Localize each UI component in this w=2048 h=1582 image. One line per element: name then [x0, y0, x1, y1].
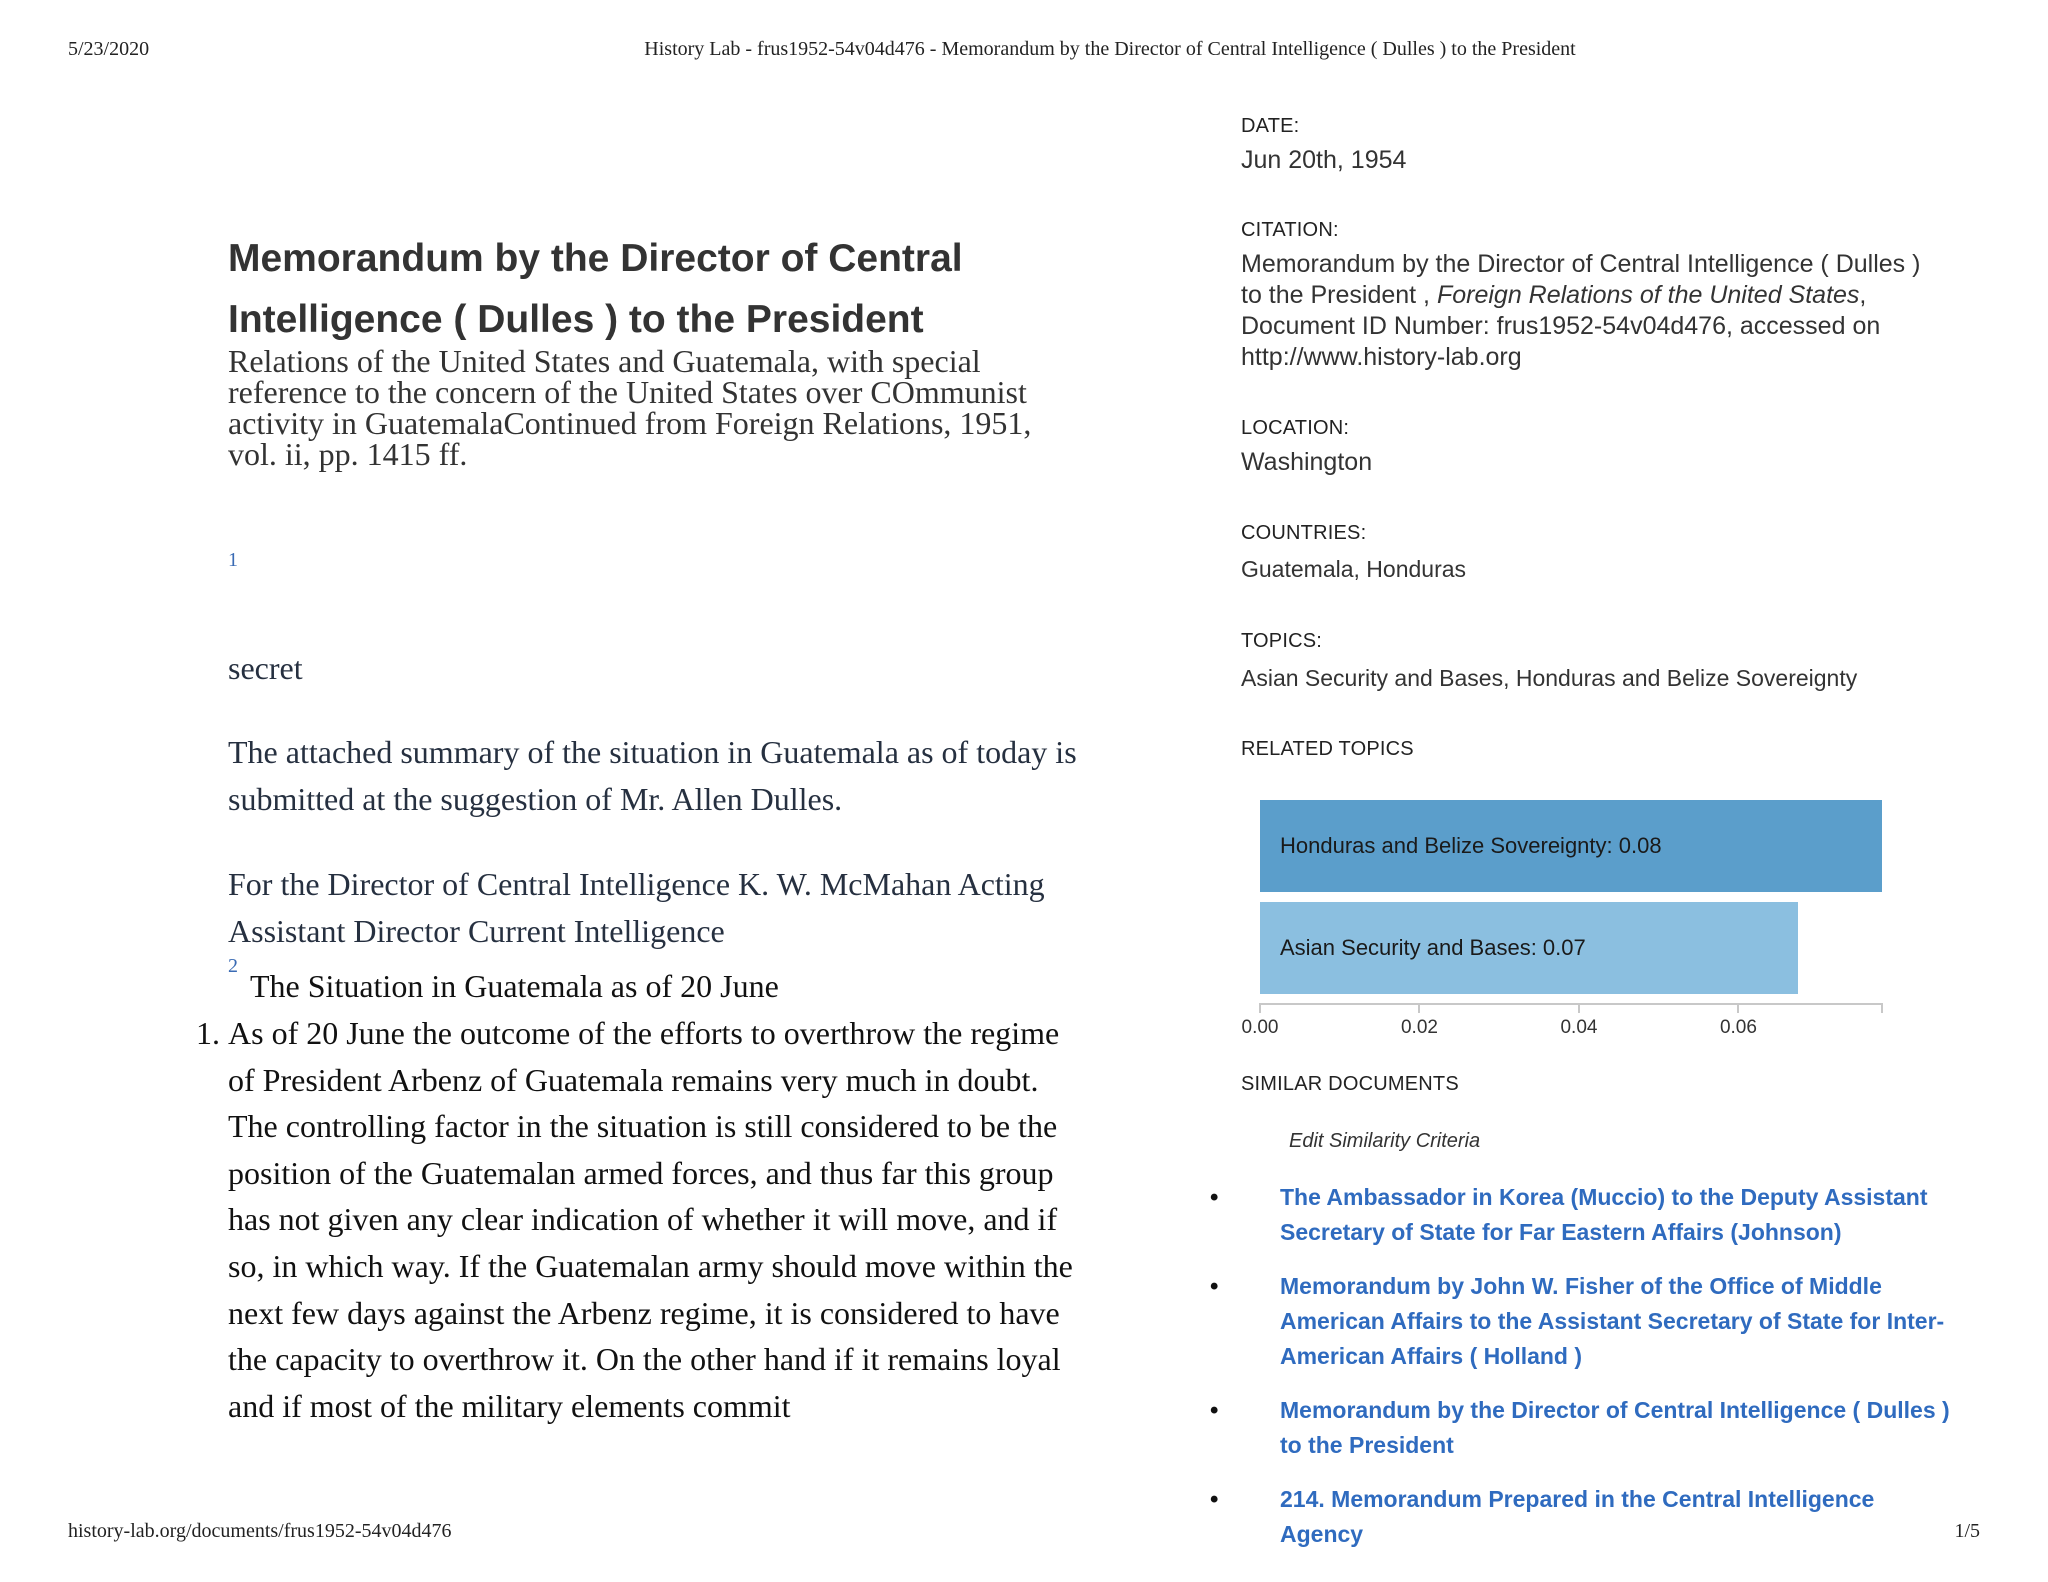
similar-document-item	[1210, 1482, 1950, 1552]
footnote-link-1[interactable]: 1	[228, 549, 238, 571]
chart-x-tick	[1578, 1003, 1580, 1013]
related-topics-label: RELATED TOPICS	[1241, 738, 1414, 760]
location-value: Washington	[1241, 448, 1373, 476]
classification-label: secret	[228, 650, 303, 686]
chart-x-tick	[1737, 1003, 1739, 1013]
bullet-icon: •	[1210, 1486, 1219, 1513]
similar-document-item	[1210, 1269, 1950, 1374]
topics-value: Asian Security and Bases, Honduras and Belize Sovereignty	[1241, 665, 1858, 691]
print-url: history-lab.org/documents/frus1952-54v04d476	[68, 1520, 452, 1542]
memo-paragraph-2: For the Director of Central Intelligence K. W. McMahan Acting Assistant Director Current Intelligence	[228, 866, 1045, 949]
bullet-icon: •	[1210, 1184, 1219, 1211]
citation-label: CITATION:	[1241, 219, 1339, 241]
date-label: DATE:	[1241, 115, 1300, 137]
memo-paragraph-1: The attached summary of the situation in Guatemala as of today is submitted at the suggestion of Mr. Allen Dulles.	[228, 734, 1077, 817]
citation-publication: Foreign Relations of the United States	[1436, 281, 1860, 309]
similar-document-link[interactable]: 214. Memorandum Prepared in the Central Intelligence Agency	[1280, 1486, 1875, 1547]
print-page-number: 1/5	[1954, 1520, 1980, 1542]
footnote-link-2[interactable]: 2	[228, 955, 238, 977]
document-title	[228, 228, 1028, 350]
similar-document-link[interactable]: The Ambassador in Korea (Muccio) to the Deputy Assistant Secretary of State for Far Eastern Affairs (Johnson)	[1280, 1184, 1928, 1245]
chart-x-axis	[1260, 1003, 1882, 1005]
chart-x-tick	[1418, 1003, 1420, 1013]
similar-document-item	[1210, 1393, 1950, 1463]
chart-x-tick-label: 0.00	[1241, 1017, 1279, 1038]
document-title-line-1: Memorandum by the Director of Central	[228, 237, 963, 280]
situation-heading: The Situation in Guatemala as of 20 June	[250, 968, 779, 1004]
chart-bar-asian-security[interactable]	[1260, 902, 1798, 994]
bullet-icon: •	[1210, 1397, 1219, 1424]
citation-value	[1241, 249, 1941, 373]
countries-value: Guatemala, Honduras	[1241, 556, 1467, 582]
chart-x-tick-label: 0.06	[1719, 1017, 1757, 1038]
chart-x-tick-label: 0.04	[1560, 1017, 1598, 1038]
list-item-number: 1.	[196, 1015, 220, 1051]
topics-label: TOPICS:	[1241, 630, 1323, 652]
chart-x-tick-label: 0.02	[1400, 1017, 1438, 1038]
print-page-title: History Lab - frus1952-54v04d476 - Memorandum by the Director of Central Intelligence ( Dulles ) to the President	[644, 38, 1576, 60]
similar-documents-list	[1210, 1180, 1950, 1552]
citation-text-end: , Document ID Number: frus1952-54v04d476, accessed on http://www.history-lab.org	[1241, 281, 1881, 371]
edit-similarity-criteria-link[interactable]: Edit Similarity Criteria	[1289, 1130, 1481, 1152]
date-value: Jun 20th, 1954	[1241, 146, 1407, 174]
citation-text: Memorandum by the Director of Central Intelligence ( Dulles ) to the President ,	[1241, 250, 1921, 309]
countries-label: COUNTRIES:	[1241, 522, 1367, 544]
list-item-text: As of 20 June the outcome of the efforts to overthrow the regime of President Arbenz of Guatemala remains very much in doubt. The controlling factor in the situation is still considered to be the position of the Guatemalan armed forces, and thus far this group has not given any clear indication of whether it will move, and if so, in which way. If the Guatemalan army should move within the next few days against the Arbenz regime, it is considered to have the capacity to overthrow it. On the other hand if it remains loyal and if most of the military elements commit	[228, 1015, 1073, 1424]
similar-document-item	[1210, 1180, 1950, 1250]
similar-document-link[interactable]: Memorandum by John W. Fisher of the Office of Middle American Affairs to the Assistant Secretary of State for Inter-American Affairs ( Holland )	[1280, 1273, 1945, 1369]
chart-bar-label: Honduras and Belize Sovereignty: 0.08	[1280, 833, 1662, 858]
bullet-icon: •	[1210, 1273, 1219, 1300]
location-label: LOCATION:	[1241, 417, 1350, 439]
similar-documents-label: SIMILAR DOCUMENTS	[1241, 1073, 1459, 1095]
chart-x-tick-end	[1881, 1003, 1883, 1013]
chart-bar-label: Asian Security and Bases: 0.07	[1280, 935, 1586, 960]
chart-bar-honduras-belize[interactable]	[1260, 800, 1882, 892]
document-title-line-2: Intelligence ( Dulles ) to the President	[228, 298, 924, 341]
document-subtitle: Relations of the United States and Guatemala, with special reference to the concern of the United States over COmmunist activity in GuatemalaContinued from Foreign Relations, 1951, vol. ii, pp. 1415 ff.	[228, 343, 1032, 472]
print-date: 5/23/2020	[68, 38, 150, 60]
chart-x-tick	[1259, 1003, 1261, 1013]
similar-document-link[interactable]: Memorandum by the Director of Central Intelligence ( Dulles ) to the President	[1280, 1397, 1950, 1458]
